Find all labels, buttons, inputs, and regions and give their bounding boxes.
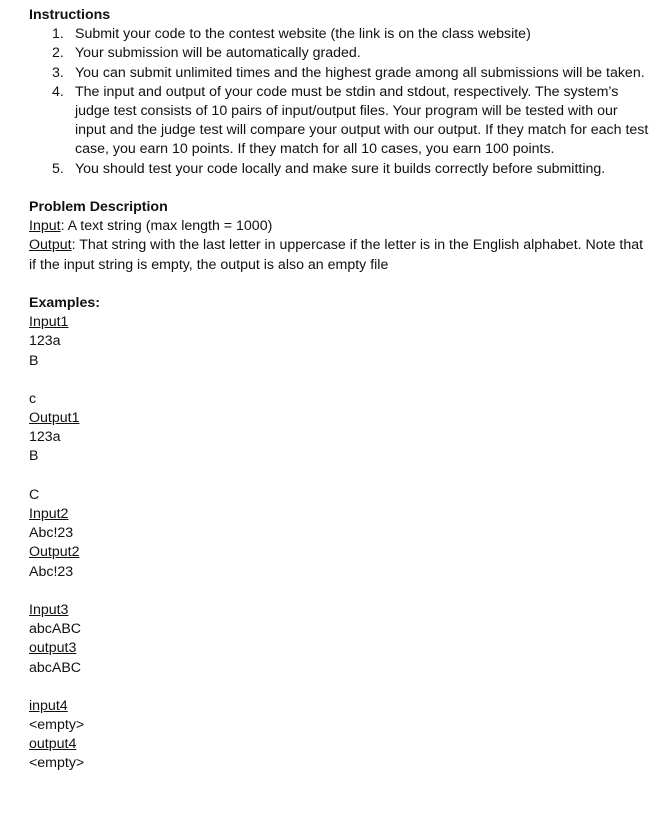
instruction-number: 1. bbox=[52, 26, 64, 43]
instruction-item bbox=[52, 83, 649, 160]
example-input2-label: Input2 bbox=[29, 506, 69, 523]
example-input3-line: abcABC bbox=[29, 621, 82, 638]
instruction-text: Submit your code to the contest website (the link is on the class website) bbox=[75, 26, 531, 43]
spacer bbox=[29, 582, 649, 601]
problem-heading: Problem Description bbox=[29, 199, 168, 215]
example-output3-label: output3 bbox=[29, 640, 77, 657]
input-label: Input bbox=[29, 218, 61, 235]
input-description bbox=[29, 217, 649, 236]
instruction-number: 2. bbox=[52, 45, 64, 62]
instructions-list bbox=[29, 25, 649, 179]
example-output1-line: B bbox=[29, 448, 39, 465]
output-description bbox=[29, 236, 649, 274]
example-input1-line bbox=[29, 371, 649, 390]
spacer bbox=[29, 678, 649, 697]
output-text: : That string with the last letter in uppercase if the letter is in the English alphabet. Note that if the input string is empty, the output is also an empty file bbox=[29, 237, 644, 273]
document-page bbox=[29, 6, 649, 774]
example-input1-label: Input1 bbox=[29, 314, 69, 331]
output-label: Output bbox=[29, 237, 72, 254]
example-output4-line: <empty> bbox=[29, 755, 85, 772]
example-input1-line: B bbox=[29, 352, 39, 369]
instruction-text: You can submit unlimited times and the highest grade among all submissions will be taken. bbox=[75, 64, 645, 81]
example-input2-line: Abc!23 bbox=[29, 525, 74, 542]
example-output1-line bbox=[29, 467, 649, 486]
example-output2-line: Abc!23 bbox=[29, 563, 74, 580]
instructions-heading: Instructions bbox=[29, 7, 111, 23]
example-output1-label: Output1 bbox=[29, 410, 80, 427]
example-input1-line: 123a bbox=[29, 333, 61, 350]
instruction-number: 5. bbox=[52, 160, 64, 177]
instruction-item bbox=[52, 44, 649, 63]
example-input4-label: input4 bbox=[29, 697, 68, 714]
example-input3-label: Input3 bbox=[29, 601, 69, 618]
spacer bbox=[29, 179, 649, 198]
instruction-text: Your submission will be automatically graded. bbox=[75, 45, 361, 62]
example-input1-line: c bbox=[29, 390, 37, 407]
example-output1-line: C bbox=[29, 486, 40, 503]
instruction-text: You should test your code locally and make sure it builds correctly before submitting. bbox=[75, 160, 606, 177]
example-output4-label: output4 bbox=[29, 736, 77, 753]
instruction-number: 3. bbox=[52, 64, 64, 81]
examples-heading: Examples: bbox=[29, 294, 100, 311]
example-output2-label: Output2 bbox=[29, 544, 80, 561]
example-input4-line: <empty> bbox=[29, 717, 85, 734]
instruction-text: The input and output of your code must be stdin and stdout, respectively. The system’s judge test consists of 10 pairs of input/output files. Your program will be tested with our input and the judge test will compare your output with our output. If they match for each test case, you earn 10 points. If they match for all 10 cases, you earn 100 points. bbox=[75, 83, 649, 158]
spacer bbox=[29, 275, 649, 294]
instruction-item bbox=[52, 25, 649, 44]
instruction-number: 4. bbox=[52, 83, 64, 100]
instruction-item bbox=[52, 160, 649, 179]
input-text: : A text string (max length = 1000) bbox=[60, 218, 273, 235]
example-output1-line: 123a bbox=[29, 429, 61, 446]
example-output3-line: abcABC bbox=[29, 659, 82, 676]
instruction-item bbox=[52, 64, 649, 83]
